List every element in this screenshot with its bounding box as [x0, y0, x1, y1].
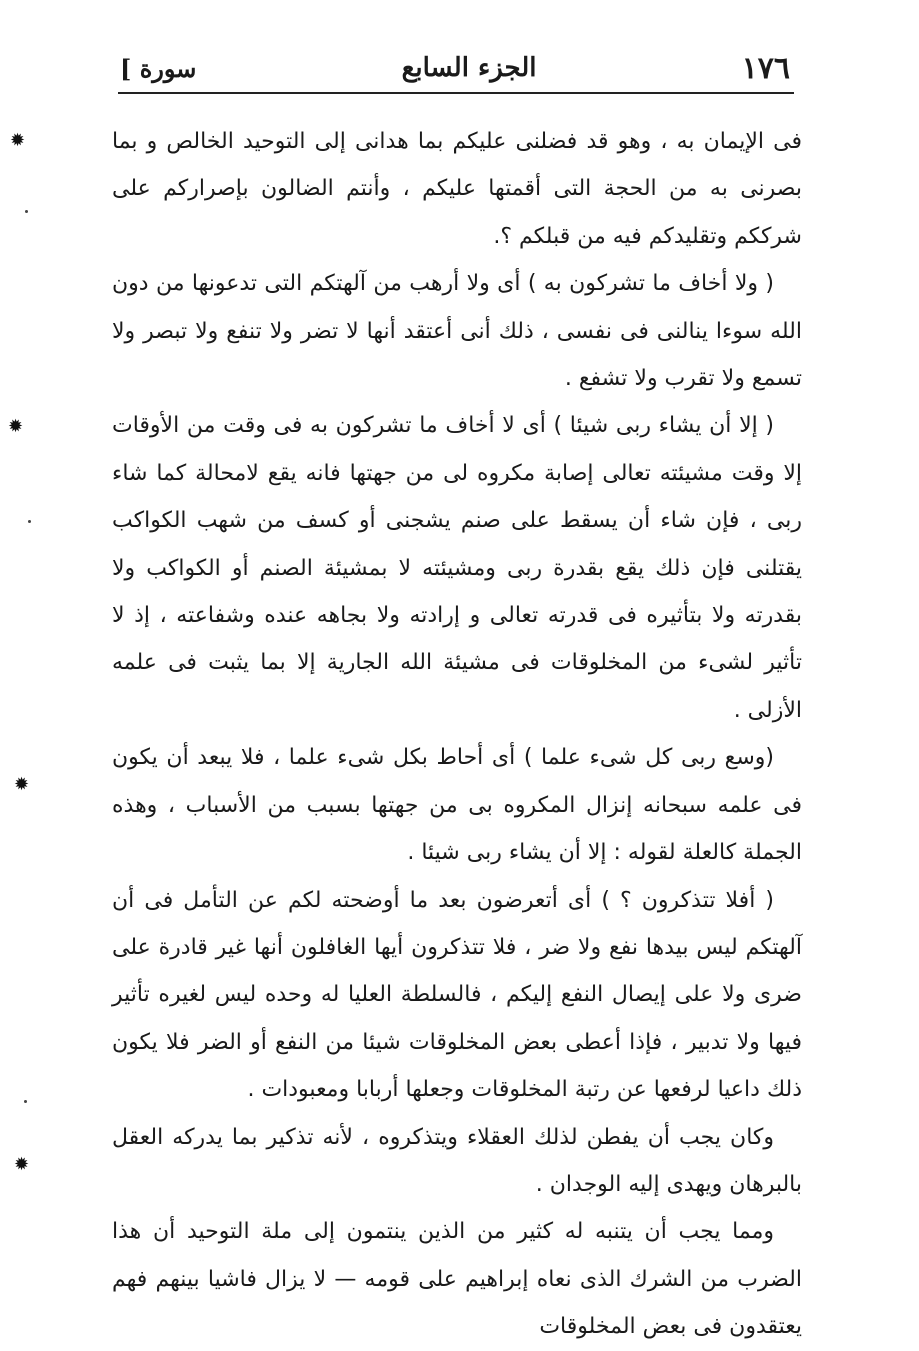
ornament-icon: ✹ — [14, 774, 30, 795]
header-rule — [118, 92, 794, 94]
scan-mark — [28, 520, 31, 523]
paragraph: ومما يجب أن يتنبه له كثير من الذين ينتمون إلى ملة التوحيد أن هذا الضرب من الشرك الذى نعاه إبراهيم على قومه — لا يزال فاشيا بينهم فهم يعتقدون فى بعض المخلوقات — [112, 1219, 802, 1340]
paragraph: ( إلا أن يشاء ربى شيئا ) أى لا أخاف ما تشركون به فى وقت من الأوقات إلا وقت مشيئته تعالى إصابة مكروه لى من جهتها فانه يقع لامحالة كما شاء ربى ، فإن شاء أن يسقط على صنم يشجنى أو كسف من شهب الكواكب يقتلنى فإن ذلك يقع بقدرة ربى ومشيئته لا بمشيئة الصنم أو الكواكب ولا بقدرته ولا بتأثيره فى قدرته تعالى و إرادته ولا بجاهه عنده وشفاعته ، إذ لا تأثير لشىء من المخلوقات فى مشيئة الله الجارية إلا بما يثبت فى علمه الأزلى . — [112, 413, 802, 723]
ornament-icon: ✹ — [10, 130, 26, 151]
scan-mark — [25, 210, 28, 213]
running-title: الجزء السابع — [401, 53, 537, 83]
paragraph: وكان يجب أن يفطن لذلك العقلاء ويتذكروه ، لأنه تذكير بما يدركه العقل بالبرهان ويهدى إليه الوجدان . — [112, 1124, 802, 1197]
paragraph: (وسع ربى كل شىء علما ) أى أحاط بكل شىء علما ، فلا يبعد أن يكون فى علمه سبحانه إنزال المكروه بى من جهتها بسبب من الأسباب ، وهذه الجملة كالعلة لقوله : إلا أن يشاء ربى شيئا . — [112, 745, 802, 866]
body-text — [112, 118, 802, 1351]
paragraph: ( ولا أخاف ما تشركون به ) أى ولا أرهب من آلهتكم التى تدعونها من دون الله سوءا ينالنى فى نفسى ، ذلك أنى أعتقد أنها لا تضر ولا تنفع ولا تبصر ولا تسمع ولا تقرب ولا تشفع . — [112, 271, 802, 392]
page-number: ١٧٦ — [741, 50, 790, 86]
paragraph: ( أفلا تتذكرون ؟ ) أى أتعرضون بعد ما أوضحته لكم عن التأمل فى أن آلهتكم ليس بيدها نفع ولا ضر ، فلا تتذكرون أيها الغافلون أنها غير قادرة على ضرى ولا على إيصال النفع إليكم ، فالسلطة العليا له وحده ليس لغيره تأثير فيها ولا تدبير ، فإذا أعطى بعض المخلوقات شيئا من النفع أو الضر فلا يكون ذلك داعيا لرفعها عن رتبة المخلوقات وجعلها أربابا ومعبودات . — [112, 887, 802, 1103]
surah-label: سورة ] — [120, 53, 197, 83]
page-header — [120, 48, 790, 88]
scan-mark — [24, 1100, 27, 1103]
ornament-icon: ✹ — [14, 1154, 30, 1175]
ornament-icon: ✹ — [8, 416, 24, 437]
paragraph: فى الإيمان به ، وهو قد فضلنى عليكم بما هدانى إلى التوحيد الخالص و بما بصرنى به من الحجة التى أقمتها عليكم ، وأنتم الضالون بإصراركم على شرككم وتقليدكم فيه من قبلكم ؟. — [112, 129, 802, 249]
